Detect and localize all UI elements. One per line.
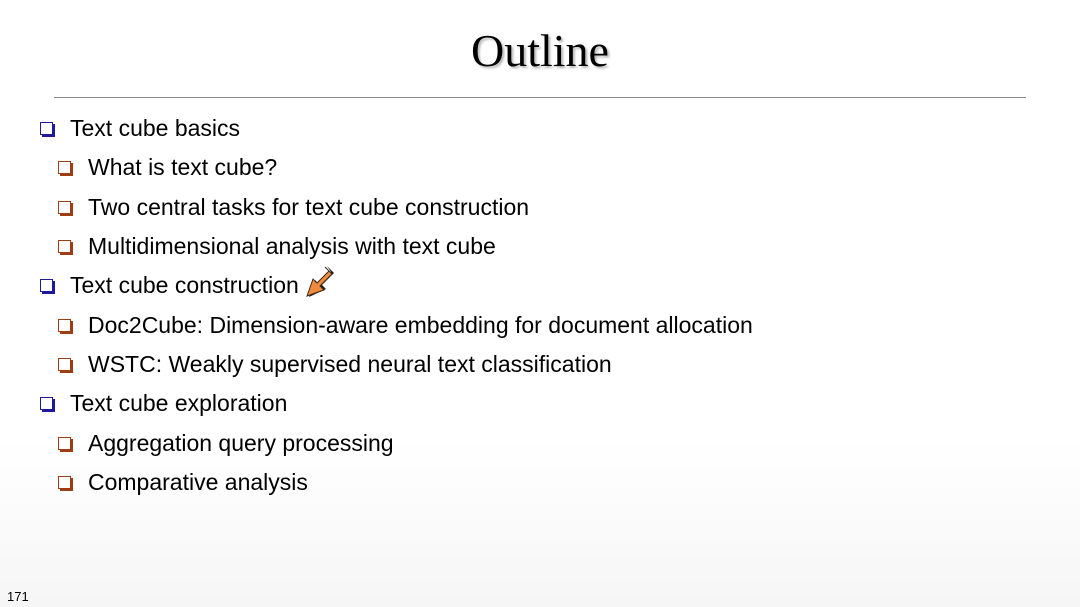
outline-item-section-current <box>40 266 753 305</box>
arrow-pointer-icon <box>301 264 341 300</box>
outline-list <box>40 109 753 502</box>
slide-title: Outline <box>471 25 609 76</box>
square-bullet-icon <box>58 437 71 450</box>
outline-item-subsection <box>40 148 753 187</box>
outline-item-subsection <box>40 463 753 502</box>
outline-item-label: What is text cube? <box>88 154 278 181</box>
outline-item-label: Text cube construction <box>70 272 299 299</box>
outline-item-label: Doc2Cube: Dimension-aware embedding for document allocation <box>88 311 753 338</box>
square-bullet-icon <box>58 358 71 371</box>
square-bullet-icon <box>40 122 53 135</box>
outline-item-label: Text cube basics <box>70 115 241 142</box>
square-bullet-icon <box>58 201 71 214</box>
outline-item-label: Text cube exploration <box>70 390 288 417</box>
outline-item-label: Multidimensional analysis with text cube <box>88 233 496 260</box>
outline-item-label: WSTC: Weakly supervised neural text classification <box>88 350 612 377</box>
square-bullet-icon <box>58 476 71 489</box>
square-bullet-icon <box>58 240 71 253</box>
outline-item-subsection <box>40 345 753 384</box>
outline-item-label: Comparative analysis <box>88 468 308 495</box>
title-divider <box>54 97 1026 98</box>
outline-item-subsection <box>40 188 753 227</box>
outline-item-subsection <box>40 227 753 266</box>
page-number: 171 <box>7 589 29 604</box>
outline-item-subsection <box>40 423 753 462</box>
outline-item-label: Aggregation query processing <box>88 429 394 456</box>
square-bullet-icon <box>58 161 71 174</box>
outline-item-label: Two central tasks for text cube construction <box>88 193 530 220</box>
outline-item-section <box>40 109 753 148</box>
square-bullet-icon <box>58 319 71 332</box>
square-bullet-icon <box>40 397 53 410</box>
square-bullet-icon <box>40 279 53 292</box>
outline-item-section <box>40 384 753 423</box>
outline-item-subsection <box>40 305 753 344</box>
